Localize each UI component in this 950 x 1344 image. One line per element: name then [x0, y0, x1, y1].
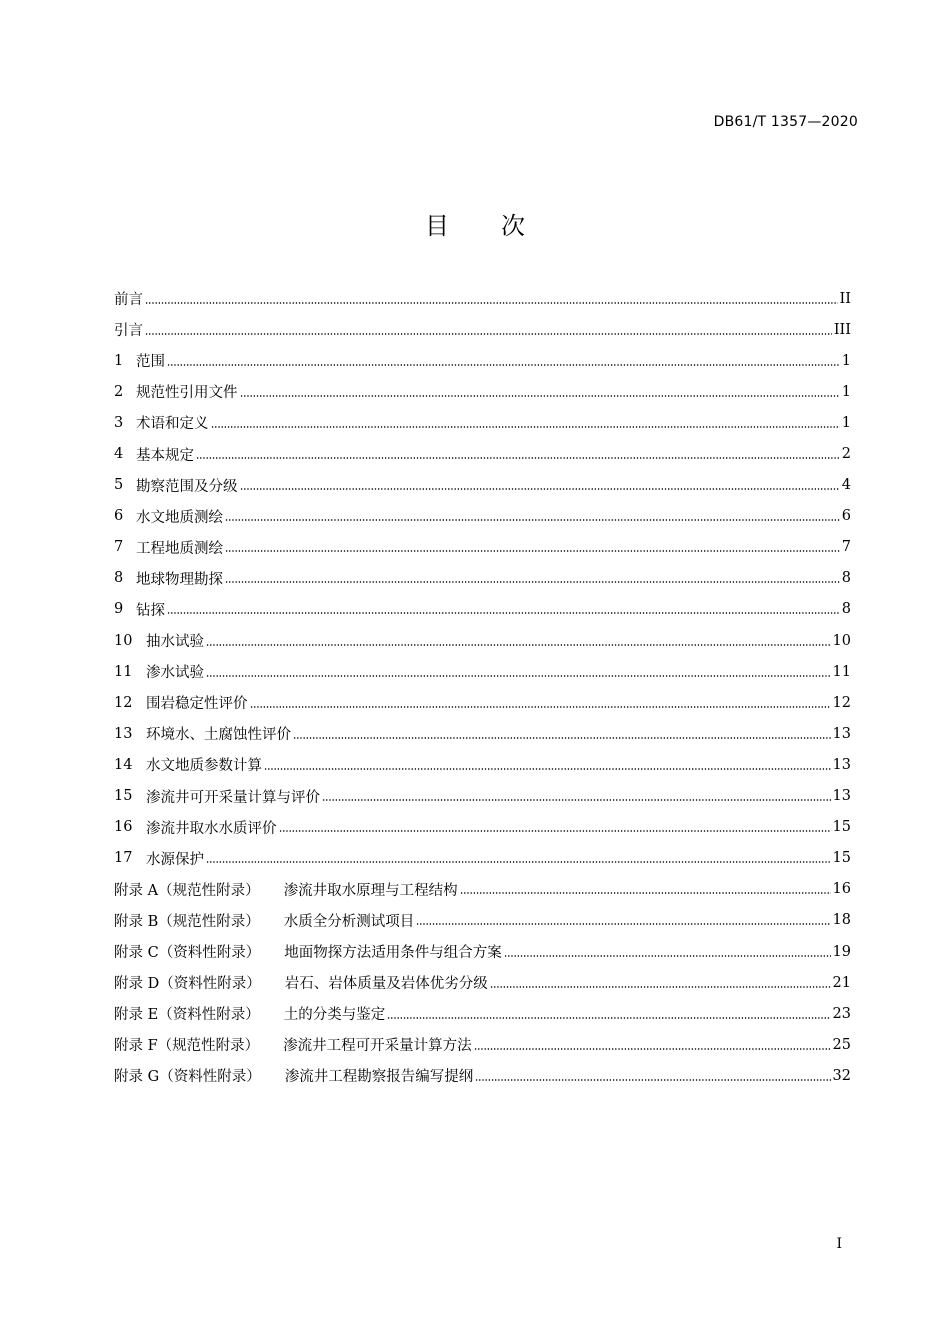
toc-annex-title: 水质全分析测试项目 — [283, 913, 415, 930]
toc-entry-number: 7 — [114, 539, 124, 556]
toc-annex-label: 附录 F（规范性附录） — [114, 1038, 260, 1055]
toc-entry-label: 水源保护 — [146, 851, 204, 868]
toc-entry-page: 12 — [832, 694, 851, 711]
toc-entry-label: 环境水、土腐蚀性评价 — [146, 727, 291, 744]
dot-leader — [240, 387, 840, 397]
toc-entry-label: 抽水试验 — [146, 634, 204, 651]
toc-entry[interactable] — [114, 501, 851, 532]
toc-annex-entry[interactable] — [114, 998, 851, 1029]
toc-entry[interactable] — [114, 749, 851, 780]
toc-annex-title: 地面物探方法适用条件与组合方案 — [284, 945, 502, 962]
toc-entry-number: 8 — [114, 570, 124, 587]
page-title — [0, 206, 950, 241]
toc-entry[interactable] — [114, 843, 851, 874]
toc-entry-label: 规范性引用文件 — [136, 385, 238, 402]
dot-leader — [206, 853, 831, 863]
toc-entry-number: 13 — [114, 725, 133, 742]
toc-entry-label: 范围 — [136, 354, 165, 371]
toc-entry-page: 13 — [832, 788, 851, 805]
toc-entry-page: 13 — [832, 725, 851, 742]
toc-annex-page: 25 — [832, 1036, 851, 1053]
toc-entry[interactable] — [114, 781, 851, 812]
toc-entry[interactable] — [114, 563, 851, 594]
toc-annex-entry[interactable] — [114, 936, 851, 967]
dot-leader — [225, 573, 840, 583]
toc-entry-number: 4 — [114, 446, 124, 463]
toc-entry[interactable] — [114, 532, 851, 563]
dot-leader — [279, 822, 831, 832]
toc-annex-label: 附录 E（资料性附录） — [114, 1007, 260, 1024]
toc-entry[interactable] — [114, 656, 851, 687]
toc-entry-label: 围岩稳定性评价 — [146, 696, 248, 713]
toc-annex-entry[interactable] — [114, 1060, 851, 1091]
toc-entry-number: 14 — [114, 756, 133, 773]
toc-annex-title: 岩石、岩体质量及岩体优劣分级 — [284, 976, 488, 993]
toc-entry-page: 15 — [832, 850, 851, 867]
dot-leader — [211, 418, 840, 428]
toc-entry-page: 13 — [832, 756, 851, 773]
dot-leader — [264, 760, 831, 770]
dot-leader — [490, 978, 831, 988]
toc-entry-page: 11 — [832, 663, 851, 680]
toc-entry-number: 10 — [114, 632, 133, 649]
toc-entry[interactable] — [114, 812, 851, 843]
dot-leader — [206, 667, 831, 677]
toc-entry-number: 15 — [114, 788, 133, 805]
toc-entry-label: 水文地质测绘 — [136, 509, 223, 526]
toc-entry-number: 5 — [114, 477, 124, 494]
toc-entry-page: 1 — [841, 352, 851, 369]
dot-leader — [504, 947, 831, 957]
toc-entry-page: 1 — [841, 383, 851, 400]
toc-entry-page: 7 — [841, 539, 851, 556]
toc-entry-page: 15 — [832, 819, 851, 836]
table-of-contents — [114, 283, 851, 1091]
toc-entry-label: 引言 — [114, 323, 143, 340]
toc-entry-label: 勘察范围及分级 — [136, 478, 238, 495]
dot-leader — [460, 884, 831, 894]
toc-annex-entry[interactable] — [114, 967, 851, 998]
toc-entry[interactable] — [114, 594, 851, 625]
dot-leader — [250, 698, 831, 708]
toc-entry-number: 12 — [114, 694, 133, 711]
dot-leader — [416, 915, 830, 925]
toc-annex-page: 16 — [832, 881, 851, 898]
toc-entry-page: 10 — [832, 632, 851, 649]
toc-annex-title: 渗流井工程勘察报告编写提纲 — [284, 1069, 474, 1086]
toc-entry-number: 3 — [114, 414, 124, 431]
toc-entry-number: 6 — [114, 508, 124, 525]
dot-leader — [474, 1040, 831, 1050]
toc-entry-page: 4 — [841, 477, 851, 494]
dot-leader — [206, 636, 831, 646]
toc-annex-title: 土的分类与鉴定 — [283, 1007, 386, 1024]
toc-entry-page: II — [839, 290, 851, 307]
dot-leader — [387, 1009, 830, 1019]
toc-entry[interactable] — [114, 407, 851, 438]
toc-annex-page: 18 — [832, 912, 851, 929]
toc-annex-page: 23 — [832, 1005, 851, 1022]
toc-annex-page: 32 — [832, 1067, 851, 1084]
toc-entry-label: 渗水试验 — [146, 665, 204, 682]
toc-entry-label: 钻探 — [136, 602, 165, 619]
dot-leader — [322, 791, 831, 801]
toc-entry-number: 1 — [114, 352, 124, 369]
dot-leader — [145, 294, 838, 304]
toc-entry[interactable] — [114, 718, 851, 749]
toc-annex-entry[interactable] — [114, 905, 851, 936]
toc-entry-number: 9 — [114, 601, 124, 618]
toc-annex-entry[interactable] — [114, 874, 851, 905]
toc-entry[interactable] — [114, 470, 851, 501]
toc-annex-label: 附录 B（规范性附录） — [114, 913, 260, 930]
toc-entry[interactable] — [114, 687, 851, 718]
toc-entry[interactable] — [114, 376, 851, 407]
toc-entry-page: 1 — [841, 414, 851, 431]
toc-annex-page: 21 — [832, 974, 851, 991]
toc-annex-label: 附录 D（资料性附录） — [114, 976, 261, 993]
dot-leader — [293, 729, 831, 739]
toc-entry-page: 8 — [841, 570, 851, 587]
toc-entry-number: 17 — [114, 850, 133, 867]
page-title-char-1: 目 — [425, 212, 449, 240]
page-title-char-2: 次 — [501, 212, 525, 240]
toc-entry-label: 水文地质参数计算 — [146, 758, 262, 775]
toc-annex-label: 附录 C（资料性附录） — [114, 945, 261, 962]
toc-entry-label: 渗流井可开采量计算与评价 — [146, 789, 320, 806]
toc-annex-label: 附录 G（资料性附录） — [114, 1069, 261, 1086]
dot-leader — [196, 449, 840, 459]
toc-entry-page: 6 — [841, 508, 851, 525]
toc-entry[interactable] — [114, 283, 851, 314]
dot-leader — [167, 356, 840, 366]
dot-leader — [240, 480, 840, 490]
toc-annex-entry[interactable] — [114, 1029, 851, 1060]
toc-entry[interactable] — [114, 314, 851, 345]
toc-entry[interactable] — [114, 438, 851, 469]
toc-entry-label: 前言 — [114, 292, 143, 309]
toc-entry-page: 8 — [841, 601, 851, 618]
dot-leader — [225, 511, 840, 521]
toc-entry-number: 11 — [114, 663, 133, 680]
dot-leader — [475, 1071, 830, 1081]
toc-annex-title: 渗流井取水原理与工程结构 — [283, 882, 458, 899]
toc-entry-label: 基本规定 — [136, 447, 194, 464]
toc-entry-label: 渗流井取水水质评价 — [146, 820, 277, 837]
toc-entry-number: 16 — [114, 819, 133, 836]
toc-annex-label: 附录 A（规范性附录） — [114, 882, 260, 899]
document-code: DB61/T 1357—2020 — [713, 114, 858, 130]
dot-leader — [225, 542, 840, 552]
toc-entry-label: 术语和定义 — [136, 416, 209, 433]
toc-entry-page: 2 — [841, 446, 851, 463]
toc-entry-page: III — [833, 321, 851, 338]
toc-entry-label: 工程地质测绘 — [136, 540, 223, 557]
toc-entry[interactable] — [114, 345, 851, 376]
toc-entry[interactable] — [114, 625, 851, 656]
dot-leader — [167, 604, 840, 614]
toc-annex-title: 渗流井工程可开采量计算方法 — [283, 1038, 472, 1055]
toc-entry-number: 2 — [114, 383, 124, 400]
toc-annex-page: 19 — [832, 943, 851, 960]
toc-entry-label: 地球物理勘探 — [136, 571, 223, 588]
dot-leader — [145, 325, 832, 335]
page-number: I — [836, 1236, 842, 1252]
